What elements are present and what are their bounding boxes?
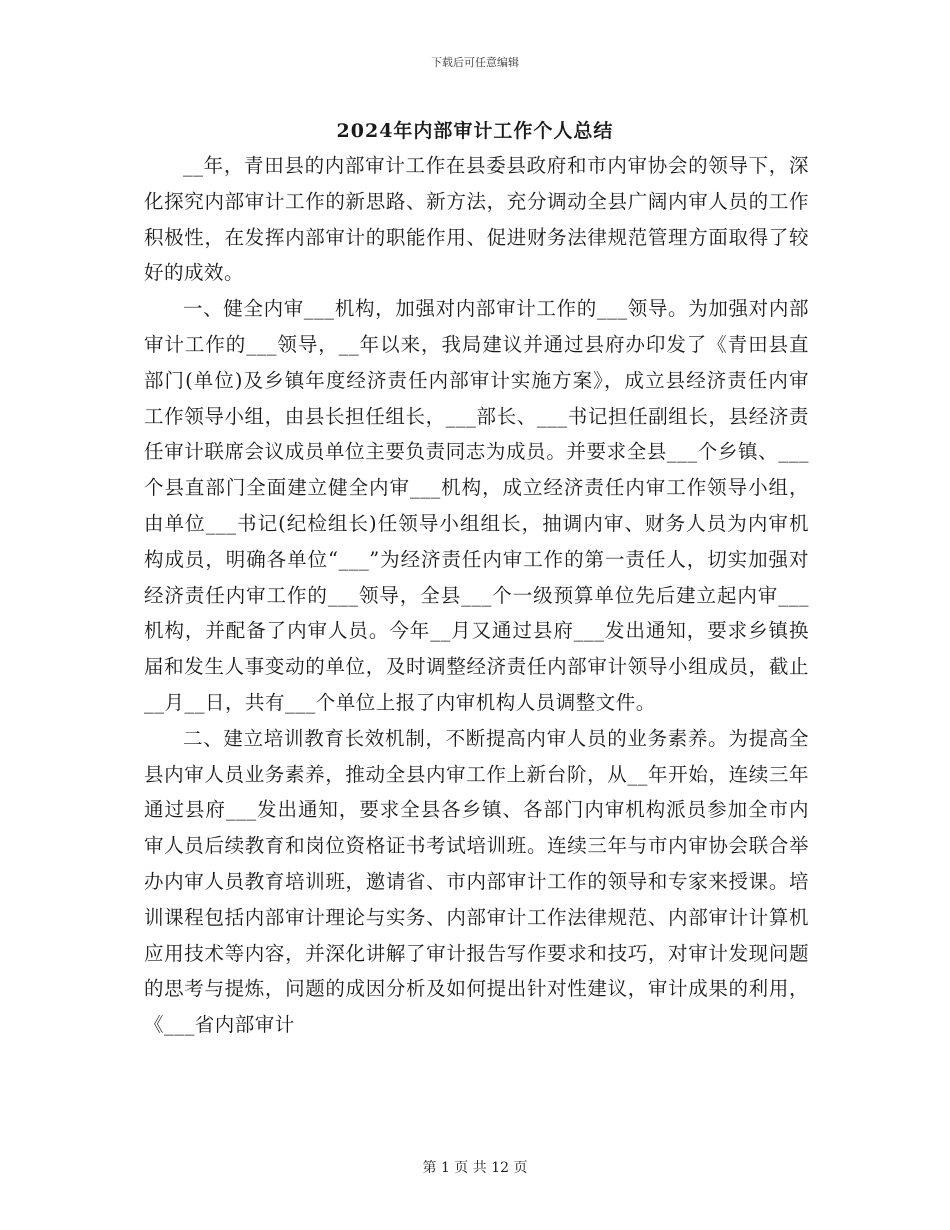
paragraph-section-1: 一、健全内审___机构，加强对内部审计工作的___领导。为加强对内部审计工作的___领导，__年以来，我局建议并通过县府办印发了《青田县直部门(单位)及乡镇年度经济责任内部审计实施方案》，成立县经济责任内审工作领导小组，由县长担任组长，___部长、___书记担任副组长，县经济责任审计联席会议成员单位主要负责同志为成员。并要求全县___个乡镇、___个县直部门全面建立健全内审___机构，成立经济责任内审工作领导小组，由单位___书记(纪检组长)任领导小组组长，抽调内审、财务人员为内审机构成员，明确各单位“___”为经济责任内审工作的第一责任人，切实加强对经济责任内审工作的___领导，全县___个一级预算单位先后建立起内审___机构，并配备了内审人员。今年__月又通过县府___发出通知，要求乡镇换届和发生人事变动的单位，及时调整经济责任内部审计领导小组成员，截止__月__日，共有___个单位上报了内审机构人员调整文件。 — [144, 297, 809, 714]
header-note: 下载后可任意编辑 — [431, 56, 519, 69]
paragraph-intro: __年，青田县的内部审计工作在县委县政府和市内审协会的领导下，深化探究内部审计工作的新思路、新方法，充分调动全县广阔内审人员的工作积极性，在发挥内部审计的职能作用、促进财务法律规范管理方面取得了较好的成效。 — [144, 154, 809, 285]
document-body — [144, 148, 809, 1043]
page-number: 第 1 页 共 12 页 — [422, 1160, 528, 1176]
document-title: 2024年内部审计工作个人总结 — [336, 120, 614, 142]
paragraph-section-2: 二、建立培训教育长效机制，不断提高内审人员的业务素养。为提高全县内审人员业务素养，推动全县内审工作上新台阶，从__年开始，连续三年通过县府___发出通知，要求全县各乡镇、各部门内审机构派员参加全市内审人员后续教育和岗位资格证书考试培训班。连续三年与市内审协会联合举办内审人员教育培训班，邀请省、市内部审计工作的领导和专家来授课。培训课程包括内部审计理论与实务、内部审计工作法律规范、内部审计计算机应用技术等内容，并深化讲解了审计报告写作要求和技巧，对审计发现问题的思考与提炼，问题的成因分析及如何提出针对性建议，审计成果的利用，《___省内部审计 — [144, 726, 809, 1037]
